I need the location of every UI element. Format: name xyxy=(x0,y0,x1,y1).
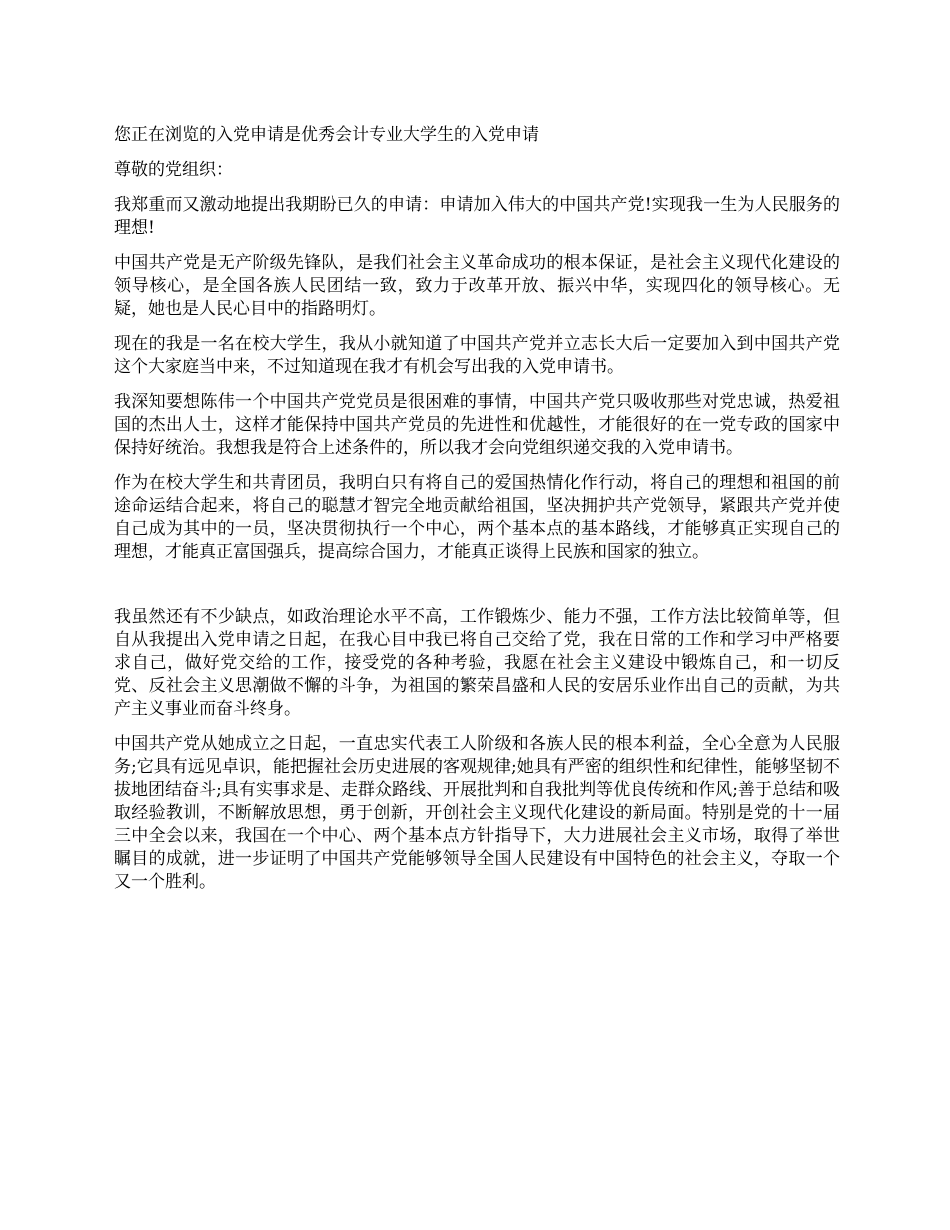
paragraph-1: 我郑重而又激动地提出我期盼已久的申请：申请加入伟大的中国共产党!实现我一生为人民服务的理想! xyxy=(114,195,840,238)
document-page xyxy=(114,124,840,906)
paragraph-4: 我深知要想陈伟一个中国共产党党员是很困难的事情，中国共产党只吸收那些对党忠诚，热爱祖国的杰出人士，这样才能保持中国共产党员的先进性和优越性，才能很好的在一党专政的国家中保持好统治。我想我是符合上述条件的，所以我才会向党组织递交我的入党申请书。 xyxy=(114,392,840,458)
paragraph-7: 中国共产党从她成立之日起，一直忠实代表工人阶级和各族人民的根本利益，全心全意为人民服务;它具有远见卓识，能把握社会历史进展的客观规律;她具有严密的组织性和纪律性，能够坚韧不拔地团结奋斗;具有实事求是、走群众路线、开展批判和自我批判等优良传统和作风;善于总结和吸取经验教训，不断解放思想，勇于创新，开创社会主义现代化建设的新局面。特别是党的十一届三中全会以来，我国在一个中心、两个基本点方针指导下，大力进展社会主义市场，取得了举世瞩目的成就，进一步证明了中国共产党能够领导全国人民建设有中国特色的社会主义，夺取一个又一个胜利。 xyxy=(114,734,840,892)
paragraph-5: 作为在校大学生和共青团员，我明白只有将自己的爱国热情化作行动，将自己的理想和祖国的前途命运结合起来，将自己的聪慧才智完全地贡献给祖国，坚决拥护共产党领导，紧跟共产党并使自己成为其中的一员，坚决贯彻执行一个中心，两个基本点的基本路线，才能够真正实现自己的理想，才能真正富国强兵，提高综合国力，才能真正谈得上民族和国家的独立。 xyxy=(114,473,840,562)
paragraph-6: 我虽然还有不少缺点，如政治理论水平不高，工作锻炼少、能力不强，工作方法比较简单等，但自从我提出入党申请之日起，在我心目中我已将自己交给了党，我在日常的工作和学习中严格要求自己，做好党交给的工作，接受党的各种考验，我愿在社会主义建设中锻炼自己，和一切反党、反社会主义思潮做不懈的斗争，为祖国的繁荣昌盛和人民的安居乐业作出自己的贡献，为共产主义事业而奋斗终身。 xyxy=(114,607,840,719)
paragraph-gap xyxy=(114,576,840,606)
paragraph-3: 现在的我是一名在校大学生，我从小就知道了中国共产党并立志长大后一定要加入到中国共产党这个大家庭当中来，不过知道现在我才有机会写出我的入党申请书。 xyxy=(114,334,840,377)
salutation: 尊敬的党组织： xyxy=(114,160,233,180)
paragraph-2: 中国共产党是无产阶级先锋队，是我们社会主义革命成功的根本保证，是社会主义现代化建设的领导核心，是全国各族人民团结一致，致力于改革开放、振兴中华，实现四化的领导核心。无疑，她也是人民心目中的指路明灯。 xyxy=(114,253,840,319)
document-header: 您正在浏览的入党申请是优秀会计专业大学生的入党申请 xyxy=(114,125,539,145)
